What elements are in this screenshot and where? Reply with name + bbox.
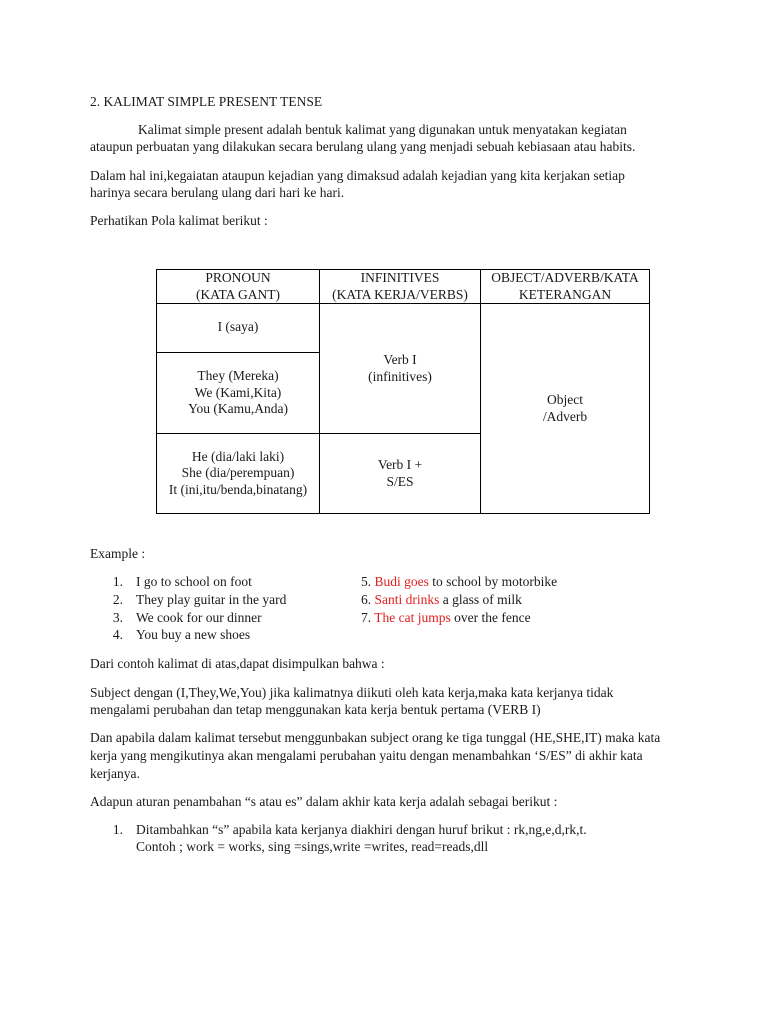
header-infinitives: INFINITIVES (KATA KERJA/VERBS) xyxy=(320,270,481,304)
pronoun-cell-i: I (saya) xyxy=(157,304,320,353)
intro-line-1: Kalimat simple present adalah bentuk kalimat yang digunakan untuk menyatakan kegiatan xyxy=(138,122,627,137)
list-item: I go to school on foot xyxy=(136,574,252,589)
list-item xyxy=(361,591,522,608)
rules-intro: Adapun aturan penambahan “s atau es” dalam akhir kata kerja adalah sebagai berikut : xyxy=(90,794,558,809)
section-number: 2. xyxy=(90,94,101,109)
subject-para-line-1: Subject dengan (I,They,We,You) jika kalimatnya diikuti oleh kata kerja,maka kata kerjanya tidak xyxy=(90,685,614,700)
section-title: KALIMAT SIMPLE PRESENT TENSE xyxy=(103,94,323,109)
list-item: You buy a new shoes xyxy=(136,627,251,642)
pronoun-cell-plural: They (Mereka) We (Kami,Kita) You (Kamu,Anda) xyxy=(157,353,320,434)
list-item-number: 6. xyxy=(361,592,372,607)
list-item-number: 7. xyxy=(361,610,372,625)
list-item-rest: a glass of milk xyxy=(439,592,522,607)
header-object: OBJECT/ADVERB/KATA KETERANGAN xyxy=(481,270,650,304)
table-header-row xyxy=(157,270,650,304)
highlighted-subject-verb: Budi goes xyxy=(374,574,429,589)
rule-line-2: Contoh ; work = works, sing =sings,write =writes, read=reads,dll xyxy=(136,839,489,854)
section-heading xyxy=(90,93,322,110)
list-item xyxy=(361,609,531,626)
pattern-intro: Perhatikan Pola kalimat berikut : xyxy=(90,213,268,228)
verb-cell-infinitive: Verb I (infinitives) xyxy=(320,304,481,434)
subject-para-line-2: mengalami perubahan dan tetap menggunakan kata kerja bentuk pertama (VERB I) xyxy=(90,702,541,717)
list-item-number: 2. xyxy=(112,592,123,607)
table-row xyxy=(157,304,650,353)
third-person-para-line-3: kerjanya. xyxy=(90,766,140,781)
pattern-table xyxy=(156,269,650,514)
list-item-number: 4. xyxy=(112,627,123,642)
third-person-para-line-1: Dan apabila dalam kalimat tersebut menggunbakan subject orang ke tiga tunggal (HE,SHE,IT) maka kata xyxy=(90,730,661,745)
list-item-number: 1. xyxy=(112,822,123,837)
list-item: We cook for our dinner xyxy=(136,610,262,625)
list-item-rest: over the fence xyxy=(450,610,531,625)
third-person-para-line-2: kerja yang mengikutinya akan mengalami perubahan yaitu dengan menambahkan ‘S/ES” di akhir kata xyxy=(90,748,643,763)
highlighted-subject-verb: The cat jumps xyxy=(374,610,451,625)
list-item-number: 1. xyxy=(112,574,123,589)
list-item: They play guitar in the yard xyxy=(136,592,287,607)
highlighted-subject-verb: Santi drinks xyxy=(374,592,440,607)
conclusion-intro: Dari contoh kalimat di atas,dapat disimpulkan bahwa : xyxy=(90,656,385,671)
header-pronoun: PRONOUN (KATA GANT) xyxy=(157,270,320,304)
para2-line-2: harinya secara berulang ulang dari hari ke hari. xyxy=(90,185,345,200)
intro-line-2: ataupun perbuatan yang dilakukan secara berulang ulang yang menjadi sebuah kebiasaan atau habits. xyxy=(90,139,636,154)
list-item-rest: to school by motorbike xyxy=(428,574,558,589)
object-cell: Object /Adverb xyxy=(481,304,650,514)
para2-line-1: Dalam hal ini,kegaiatan ataupun kejadian yang dimaksud adalah kejadian yang kita kerjakan setiap xyxy=(90,168,625,183)
verb-cell-s-es: Verb I + S/ES xyxy=(320,434,481,514)
list-item xyxy=(361,573,557,590)
list-item-number: 3. xyxy=(112,610,123,625)
pronoun-cell-third-person: He (dia/laki laki) She (dia/perempuan) It (ini,itu/benda,binatang) xyxy=(157,434,320,514)
list-item-number: 5. xyxy=(361,574,372,589)
rule-line-1: Ditambahkan “s” apabila kata kerjanya diakhiri dengan huruf brikut : rk,ng,e,d,rk,t. xyxy=(136,822,587,837)
example-label: Example : xyxy=(90,546,146,561)
